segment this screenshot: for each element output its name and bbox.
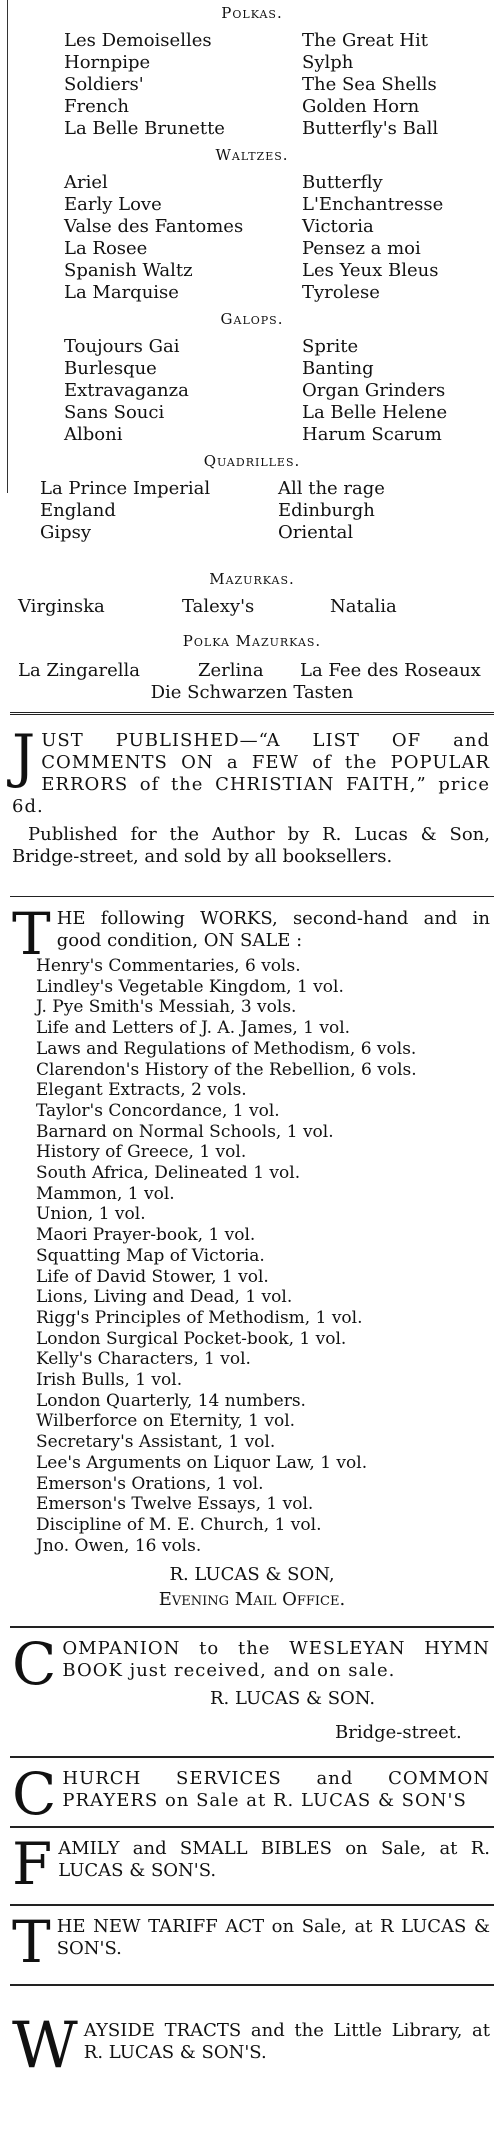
book-list-item: Life of David Stower, 1 vol. bbox=[36, 1266, 269, 1287]
ad-text: Published for the Author by R. Lucas & Son, Bridge-street, and sold by all booksellers. bbox=[12, 824, 490, 867]
drop-cap: J bbox=[12, 722, 36, 790]
list-item: Natalia bbox=[330, 596, 397, 617]
book-list-item: Jno. Owen, 16 vols. bbox=[36, 1535, 202, 1556]
list-item: La Rosee bbox=[64, 238, 148, 259]
list-item: La Zingarella bbox=[18, 660, 141, 681]
divider bbox=[10, 1756, 494, 1758]
book-list-item: J. Pye Smith's Messiah, 3 vols. bbox=[36, 997, 297, 1018]
book-list-item: Lindley's Vegetable Kingdom, 1 vol. bbox=[36, 976, 344, 997]
column-rule bbox=[7, 0, 8, 493]
list-item: La Marquise bbox=[64, 282, 179, 303]
list-item: Tyrolese bbox=[302, 282, 380, 303]
book-list-item: Laws and Regulations of Methodism, 6 vols. bbox=[36, 1038, 417, 1059]
list-item: Virginska bbox=[18, 596, 105, 617]
divider bbox=[10, 1826, 494, 1828]
book-list-item: Taylor's Concordance, 1 vol. bbox=[36, 1100, 280, 1121]
divider bbox=[10, 1626, 494, 1628]
list-item: La Belle Brunette bbox=[64, 118, 225, 139]
book-list-item: Lee's Arguments on Liquor Law, 1 vol. bbox=[36, 1452, 368, 1473]
list-item: Butterfly's Ball bbox=[302, 118, 439, 139]
list-item: Edinburgh bbox=[278, 500, 375, 521]
book-list-item: Maori Prayer-book, 1 vol. bbox=[36, 1225, 256, 1246]
list-item: The Sea Shells bbox=[302, 74, 437, 95]
mazurkas-heading: Mazurkas. bbox=[209, 570, 295, 588]
ad-text: UST PUBLISHED—“A LIST OF and COMMENTS ON a FEW of the POPULAR ERRORS of the CHRISTIAN FAITH,” price 6d. bbox=[12, 730, 490, 817]
list-item: Ariel bbox=[64, 172, 108, 193]
list-item: Oriental bbox=[278, 522, 354, 543]
list-item: Soldiers' bbox=[64, 74, 144, 95]
galops-list bbox=[64, 336, 484, 446]
drop-cap: T bbox=[12, 900, 51, 968]
book-list-item: Lions, Living and Dead, 1 vol. bbox=[36, 1287, 293, 1308]
polkas-heading: Polkas. bbox=[221, 4, 283, 22]
book-list-item: Rigg's Principles of Methodism, 1 vol. bbox=[36, 1307, 363, 1328]
book-list-item: Secretary's Assistant, 1 vol. bbox=[36, 1432, 276, 1453]
book-list-item: Life and Letters of J. A. James, 1 vol. bbox=[36, 1018, 351, 1039]
ad-tariff-act bbox=[12, 1908, 490, 1976]
ad-text: AYSIDE TRACTS and the Little Library, at R. LUCAS & SON'S. bbox=[83, 2020, 490, 2063]
list-item: Burlesque bbox=[64, 358, 157, 379]
book-list-item: Emerson's Orations, 1 vol. bbox=[36, 1473, 264, 1494]
list-item: Les Demoiselles bbox=[64, 30, 212, 51]
list-item: Valse des Fantomes bbox=[64, 216, 244, 237]
list-item: Organ Grinders bbox=[302, 380, 446, 401]
book-list-item: Mammon, 1 vol. bbox=[36, 1183, 175, 1204]
list-item: England bbox=[40, 500, 116, 521]
divider bbox=[10, 1984, 494, 1986]
list-item: Les Yeux Bleus bbox=[302, 260, 439, 281]
list-item: La Belle Helene bbox=[302, 402, 448, 423]
ad-wayside-tracts bbox=[12, 2009, 490, 2083]
book-list-item: London Surgical Pocket-book, 1 vol. bbox=[36, 1328, 347, 1349]
ad-text: AMILY and SMALL BIBLES on Sale, at R. LUCAS & SON'S. bbox=[58, 1838, 490, 1881]
ad-address: Bridge-street. bbox=[335, 1722, 462, 1743]
list-item: L'Enchantresse bbox=[302, 194, 444, 215]
drop-cap: C bbox=[12, 1630, 57, 1698]
drop-cap: T bbox=[12, 1908, 51, 1976]
ad-signature: R. LUCAS & SON, bbox=[169, 1564, 335, 1585]
ad-church-services bbox=[12, 1760, 490, 1828]
book-list-item: London Quarterly, 14 numbers. bbox=[36, 1390, 306, 1411]
list-item: Early Love bbox=[64, 194, 162, 215]
drop-cap: C bbox=[12, 1760, 57, 1828]
book-list-item: Squatting Map of Victoria. bbox=[36, 1245, 265, 1266]
book-list-item: Henry's Commentaries, 6 vols. bbox=[36, 956, 301, 976]
book-list bbox=[36, 956, 486, 1556]
list-item: Hornpipe bbox=[64, 52, 151, 73]
book-list-item: Emerson's Twelve Essays, 1 vol. bbox=[36, 1494, 314, 1515]
list-item: The Great Hit bbox=[302, 30, 428, 51]
book-list-item: Discipline of M. E. Church, 1 vol. bbox=[36, 1514, 322, 1535]
list-item: Spanish Waltz bbox=[64, 260, 193, 281]
list-item: Alboni bbox=[64, 424, 123, 445]
ad-companion-hymn-book bbox=[12, 1630, 490, 1698]
book-list-item: Wilberforce on Eternity, 1 vol. bbox=[36, 1411, 296, 1432]
divider bbox=[10, 1904, 494, 1906]
book-list-item: Elegant Extracts, 2 vols. bbox=[36, 1080, 247, 1101]
divider bbox=[10, 712, 494, 715]
divider bbox=[10, 896, 494, 897]
list-item: Sprite bbox=[302, 336, 359, 357]
polkas-list bbox=[64, 30, 484, 140]
book-list-item: Barnard on Normal Schools, 1 vol. bbox=[36, 1121, 334, 1142]
book-list-item: Irish Bulls, 1 vol. bbox=[36, 1370, 183, 1391]
list-item: Sylph bbox=[302, 52, 354, 73]
list-item: French bbox=[64, 96, 130, 117]
quadrilles-list bbox=[40, 478, 480, 544]
ad-text: HE NEW TARIFF ACT on Sale, at R LUCAS & SON'S. bbox=[56, 1916, 490, 1959]
list-item: Banting bbox=[302, 358, 374, 379]
ad-text: HE following WORKS, second-hand and in good condition, ON SALE : bbox=[56, 908, 490, 951]
drop-cap: F bbox=[12, 1830, 53, 1898]
ad-text: HURCH SERVICES and COMMON PRAYERS on Sale at R. LUCAS & SON'S bbox=[62, 1768, 490, 1811]
waltzes-heading: Waltzes. bbox=[215, 146, 289, 164]
list-item: Die Schwarzen Tasten bbox=[150, 682, 354, 703]
ad-text: OMPANION to the WESLEYAN HYMN BOOK just received, and on sale. bbox=[62, 1638, 490, 1681]
list-item: Sans Souci bbox=[64, 402, 165, 423]
list-item: Talexy's bbox=[182, 596, 255, 617]
ad-just-published bbox=[12, 722, 490, 868]
book-list-item: Clarendon's History of the Rebellion, 6 vols. bbox=[36, 1059, 417, 1080]
ad-family-bibles bbox=[12, 1830, 490, 1898]
quadrilles-heading: Quadrilles. bbox=[203, 452, 301, 470]
book-list-item: South Africa, Delineated 1 vol. bbox=[36, 1163, 301, 1184]
list-item: All the rage bbox=[278, 478, 385, 499]
book-list-item: Union, 1 vol. bbox=[36, 1204, 146, 1225]
ad-signature: R. LUCAS & SON. bbox=[210, 1688, 376, 1709]
list-item: La Fee des Roseaux bbox=[300, 660, 481, 681]
list-item: Gipsy bbox=[40, 522, 92, 543]
list-item: La Prince Imperial bbox=[40, 478, 211, 499]
polka-mazurkas-heading: Polka Mazurkas. bbox=[182, 632, 322, 650]
waltzes-list bbox=[64, 172, 484, 304]
ad-address: Evening Mail Office. bbox=[158, 1589, 346, 1610]
list-item: Pensez a moi bbox=[302, 238, 421, 259]
list-item: Extravaganza bbox=[64, 380, 189, 401]
list-item: Zerlina bbox=[198, 660, 264, 681]
list-item: Toujours Gai bbox=[64, 336, 180, 357]
list-item: Golden Horn bbox=[302, 96, 420, 117]
galops-heading: Galops. bbox=[220, 310, 284, 328]
list-item: Harum Scarum bbox=[302, 424, 442, 445]
list-item: Butterfly bbox=[302, 172, 383, 193]
drop-cap: W bbox=[12, 2009, 78, 2083]
book-list-item: Kelly's Characters, 1 vol. bbox=[36, 1349, 251, 1370]
list-item: Victoria bbox=[302, 216, 374, 237]
book-list-item: History of Greece, 1 vol. bbox=[36, 1142, 247, 1163]
